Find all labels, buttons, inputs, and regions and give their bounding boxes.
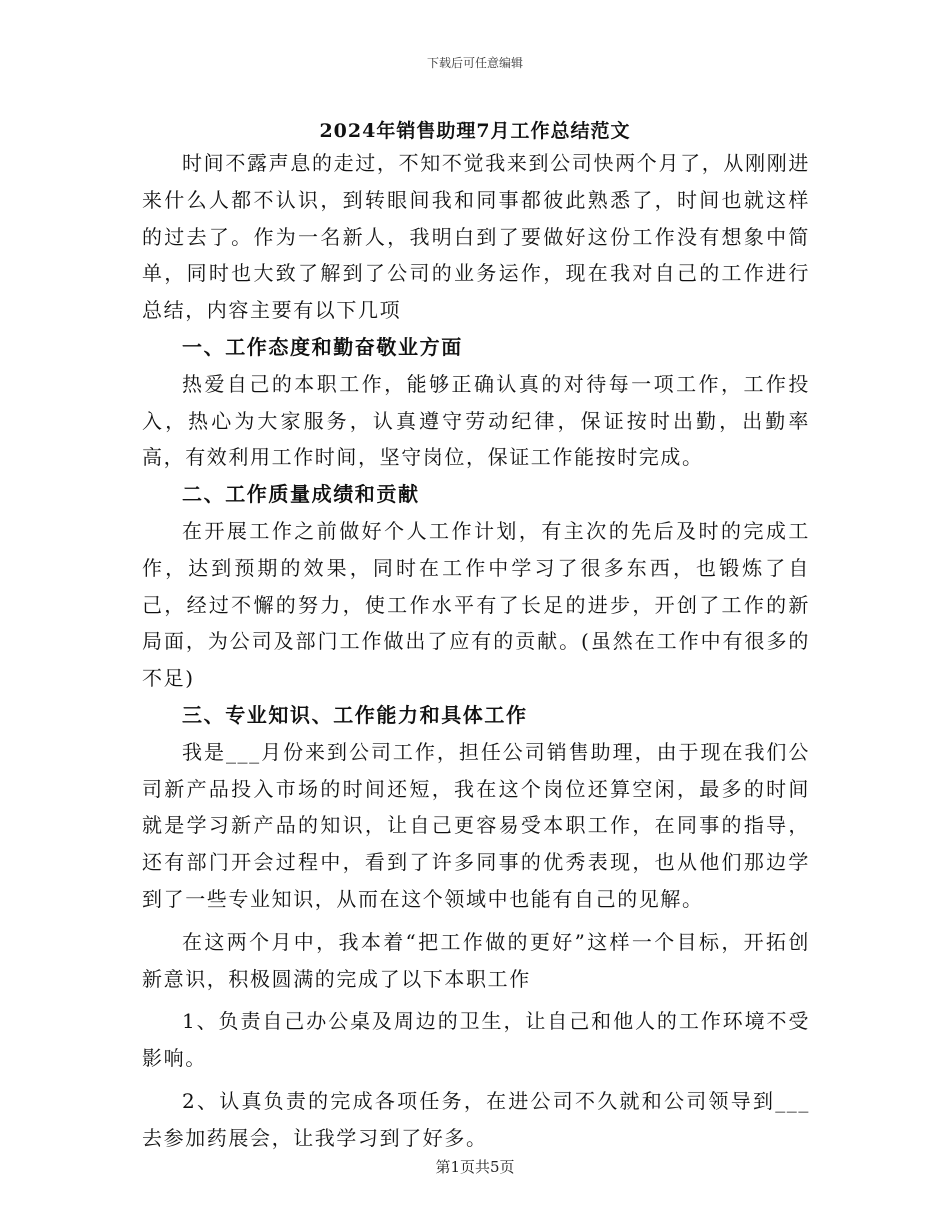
skills-paragraph: 我是___月份来到公司工作，担任公司销售助理，由于现在我们公司新产品投入市场的时间还短，我在这个岗位还算空闲，最多的时间就是学习新产品的知识，让自己更容易受本职工作，在同事的指导，还有部门开会过程中，看到了许多同事的优秀表现，也从他们那边学到了一些专业知识，从而在这个领域中也能有自己的见解。 [142, 739, 810, 911]
page-number: 第1页共5页 [435, 1158, 515, 1176]
quality-paragraph: 在开展工作之前做好个人工作计划，有主次的先后及时的完成工作，达到预期的效果，同时在工作中学习了很多东西，也锻炼了自己，经过不懈的努力，使工作水平有了长足的进步，开创了工作的新局面，为公司及部门工作做出了应有的贡献。(虽然在工作中有很多的不足) [142, 518, 810, 691]
list-item-tasks: 2、认真负责的完成各项任务，在进公司不久就和公司领导到___去参加药展会，让我学习到了好多。 [142, 1088, 810, 1150]
document-body [142, 145, 810, 1157]
goal-paragraph: 在这两个月中，我本着“把工作做的更好”这样一个目标，开拓创新意识，积极圆满的完成了以下本职工作 [142, 929, 810, 991]
list-item-cleaning: 1、负责自己办公桌及周边的卫生，让自己和他人的工作环境不受影响。 [142, 1009, 810, 1071]
download-editable-note: 下载后可任意编辑 [426, 56, 523, 70]
section-heading-skills: 三、专业知识、工作能力和具体工作 [182, 702, 528, 727]
section-heading-attitude: 一、工作态度和勤奋敬业方面 [182, 334, 463, 359]
intro-paragraph: 时间不露声息的走过，不知不觉我来到公司快两个月了，从刚刚进来什么人都不认识，到转眼间我和同事都彼此熟悉了，时间也就这样的过去了。作为一名新人，我明白到了要做好这份工作没有想象中简单，同时也大致了解到了公司的业务运作，现在我对自己的工作进行总结，内容主要有以下几项 [142, 151, 810, 323]
section-heading-quality: 二、工作质量成绩和贡献 [182, 482, 420, 507]
attitude-paragraph: 热爱自己的本职工作，能够正确认真的对待每一项工作，工作投入，热心为大家服务，认真遵守劳动纪律，保证按时出勤，出勤率高，有效利用工作时间，坚守岗位，保证工作能按时完成。 [142, 371, 810, 470]
document-title: 2024年销售助理7月工作总结范文 [319, 120, 631, 142]
